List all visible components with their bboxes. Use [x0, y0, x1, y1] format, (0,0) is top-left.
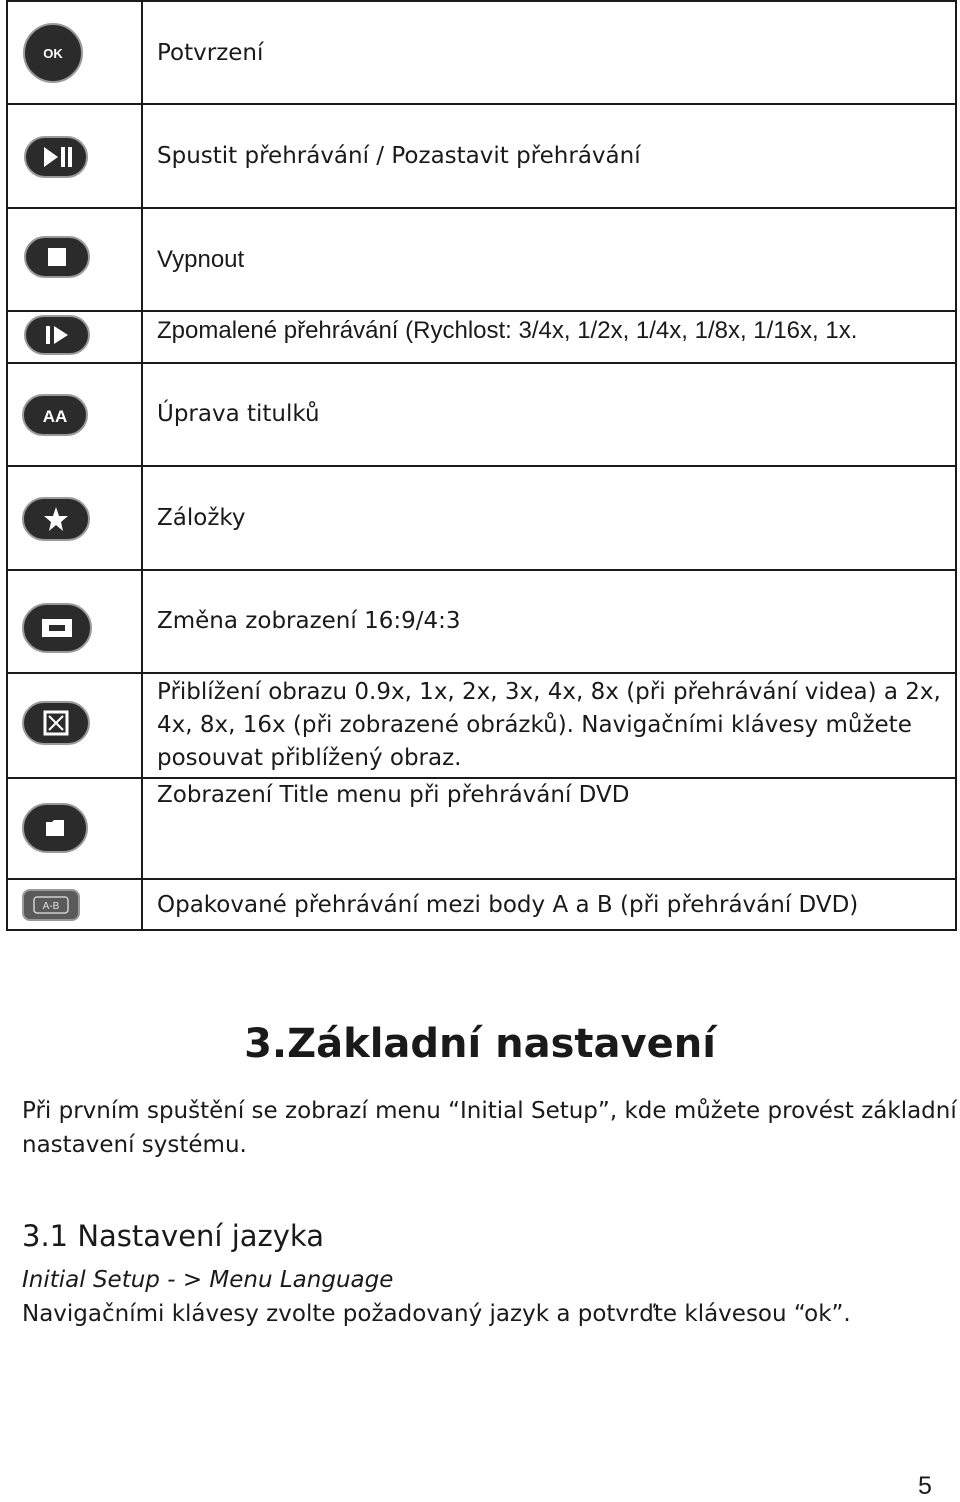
- row-divider: [6, 362, 957, 364]
- svg-text:A-B: A-B: [42, 901, 60, 912]
- intro-paragraph-line2: nastavení systému.: [22, 1132, 247, 1158]
- aspect-ratio-button-icon: [22, 603, 92, 653]
- section-heading: 3.Základní nastavení: [244, 1021, 716, 1067]
- row-divider: [6, 569, 957, 571]
- table-border-top: [6, 0, 957, 2]
- svg-text:OK: OK: [43, 46, 63, 61]
- repeat-ab-button-icon: [22, 889, 80, 921]
- ok-button-icon: [22, 22, 84, 84]
- function-label-aspect-ratio: Změna zobrazení 16:9/4:3: [157, 608, 461, 634]
- column-divider: [141, 0, 143, 931]
- table-border-bottom: [6, 929, 957, 931]
- table-border-right: [955, 0, 957, 931]
- bookmark-star-button-icon: [22, 497, 90, 541]
- row-divider: [6, 465, 957, 467]
- function-label-stop: Vypnout: [157, 246, 245, 273]
- intro-paragraph-line1: Při prvním spuštění se zobrazí menu “Initial Setup”, kde můžete provést základní: [22, 1098, 957, 1124]
- function-label-ok: Potvrzení: [157, 40, 264, 66]
- zoom-button-icon: [22, 701, 90, 745]
- page-number: 5: [918, 1472, 932, 1500]
- row-divider: [6, 310, 957, 312]
- play-pause-button-icon: [24, 136, 88, 178]
- svg-text:AA: AA: [42, 407, 68, 426]
- function-label-bookmark: Záložky: [157, 505, 246, 531]
- slow-play-button-icon: [24, 315, 90, 355]
- row-divider: [6, 103, 957, 105]
- function-label-title-menu: Zobrazení Title menu při přehrávání DVD: [157, 782, 630, 808]
- title-menu-button-icon: [22, 803, 88, 853]
- function-label-slow-play: Zpomalené přehrávání (Rychlost: 3/4x, 1/2x, 1/4x, 1/8x, 1/16x, 1x.: [157, 317, 858, 344]
- function-label-repeat-ab: Opakované přehrávání mezi body A a B (při přehrávání DVD): [157, 892, 859, 918]
- subtitle-button-icon: [22, 394, 88, 436]
- row-divider: [6, 207, 957, 209]
- function-label-subtitle: Úprava titulků: [157, 401, 320, 427]
- instruction-text: Navigačními klávesy zvolte požadovaný jazyk a potvrďte klávesou “ok”.: [22, 1301, 851, 1327]
- table-border-left: [6, 0, 8, 931]
- stop-button-icon: [24, 236, 90, 278]
- function-label-zoom: Přiblížení obrazu 0.9x, 1x, 2x, 3x, 4x, 8x (při přehrávání videa) a 2x, 4x, 8x, 16x (při zobrazené obrázků). Navigačními klávesy můžete posouvat přiblížený obraz.: [157, 679, 941, 771]
- row-divider: [6, 672, 957, 674]
- menu-path: Initial Setup - > Menu Language: [22, 1267, 394, 1293]
- subsection-heading: 3.1 Nastavení jazyka: [22, 1219, 324, 1253]
- row-divider: [6, 878, 957, 880]
- function-label-play-pause: Spustit přehrávání / Pozastavit přehrávání: [157, 143, 641, 169]
